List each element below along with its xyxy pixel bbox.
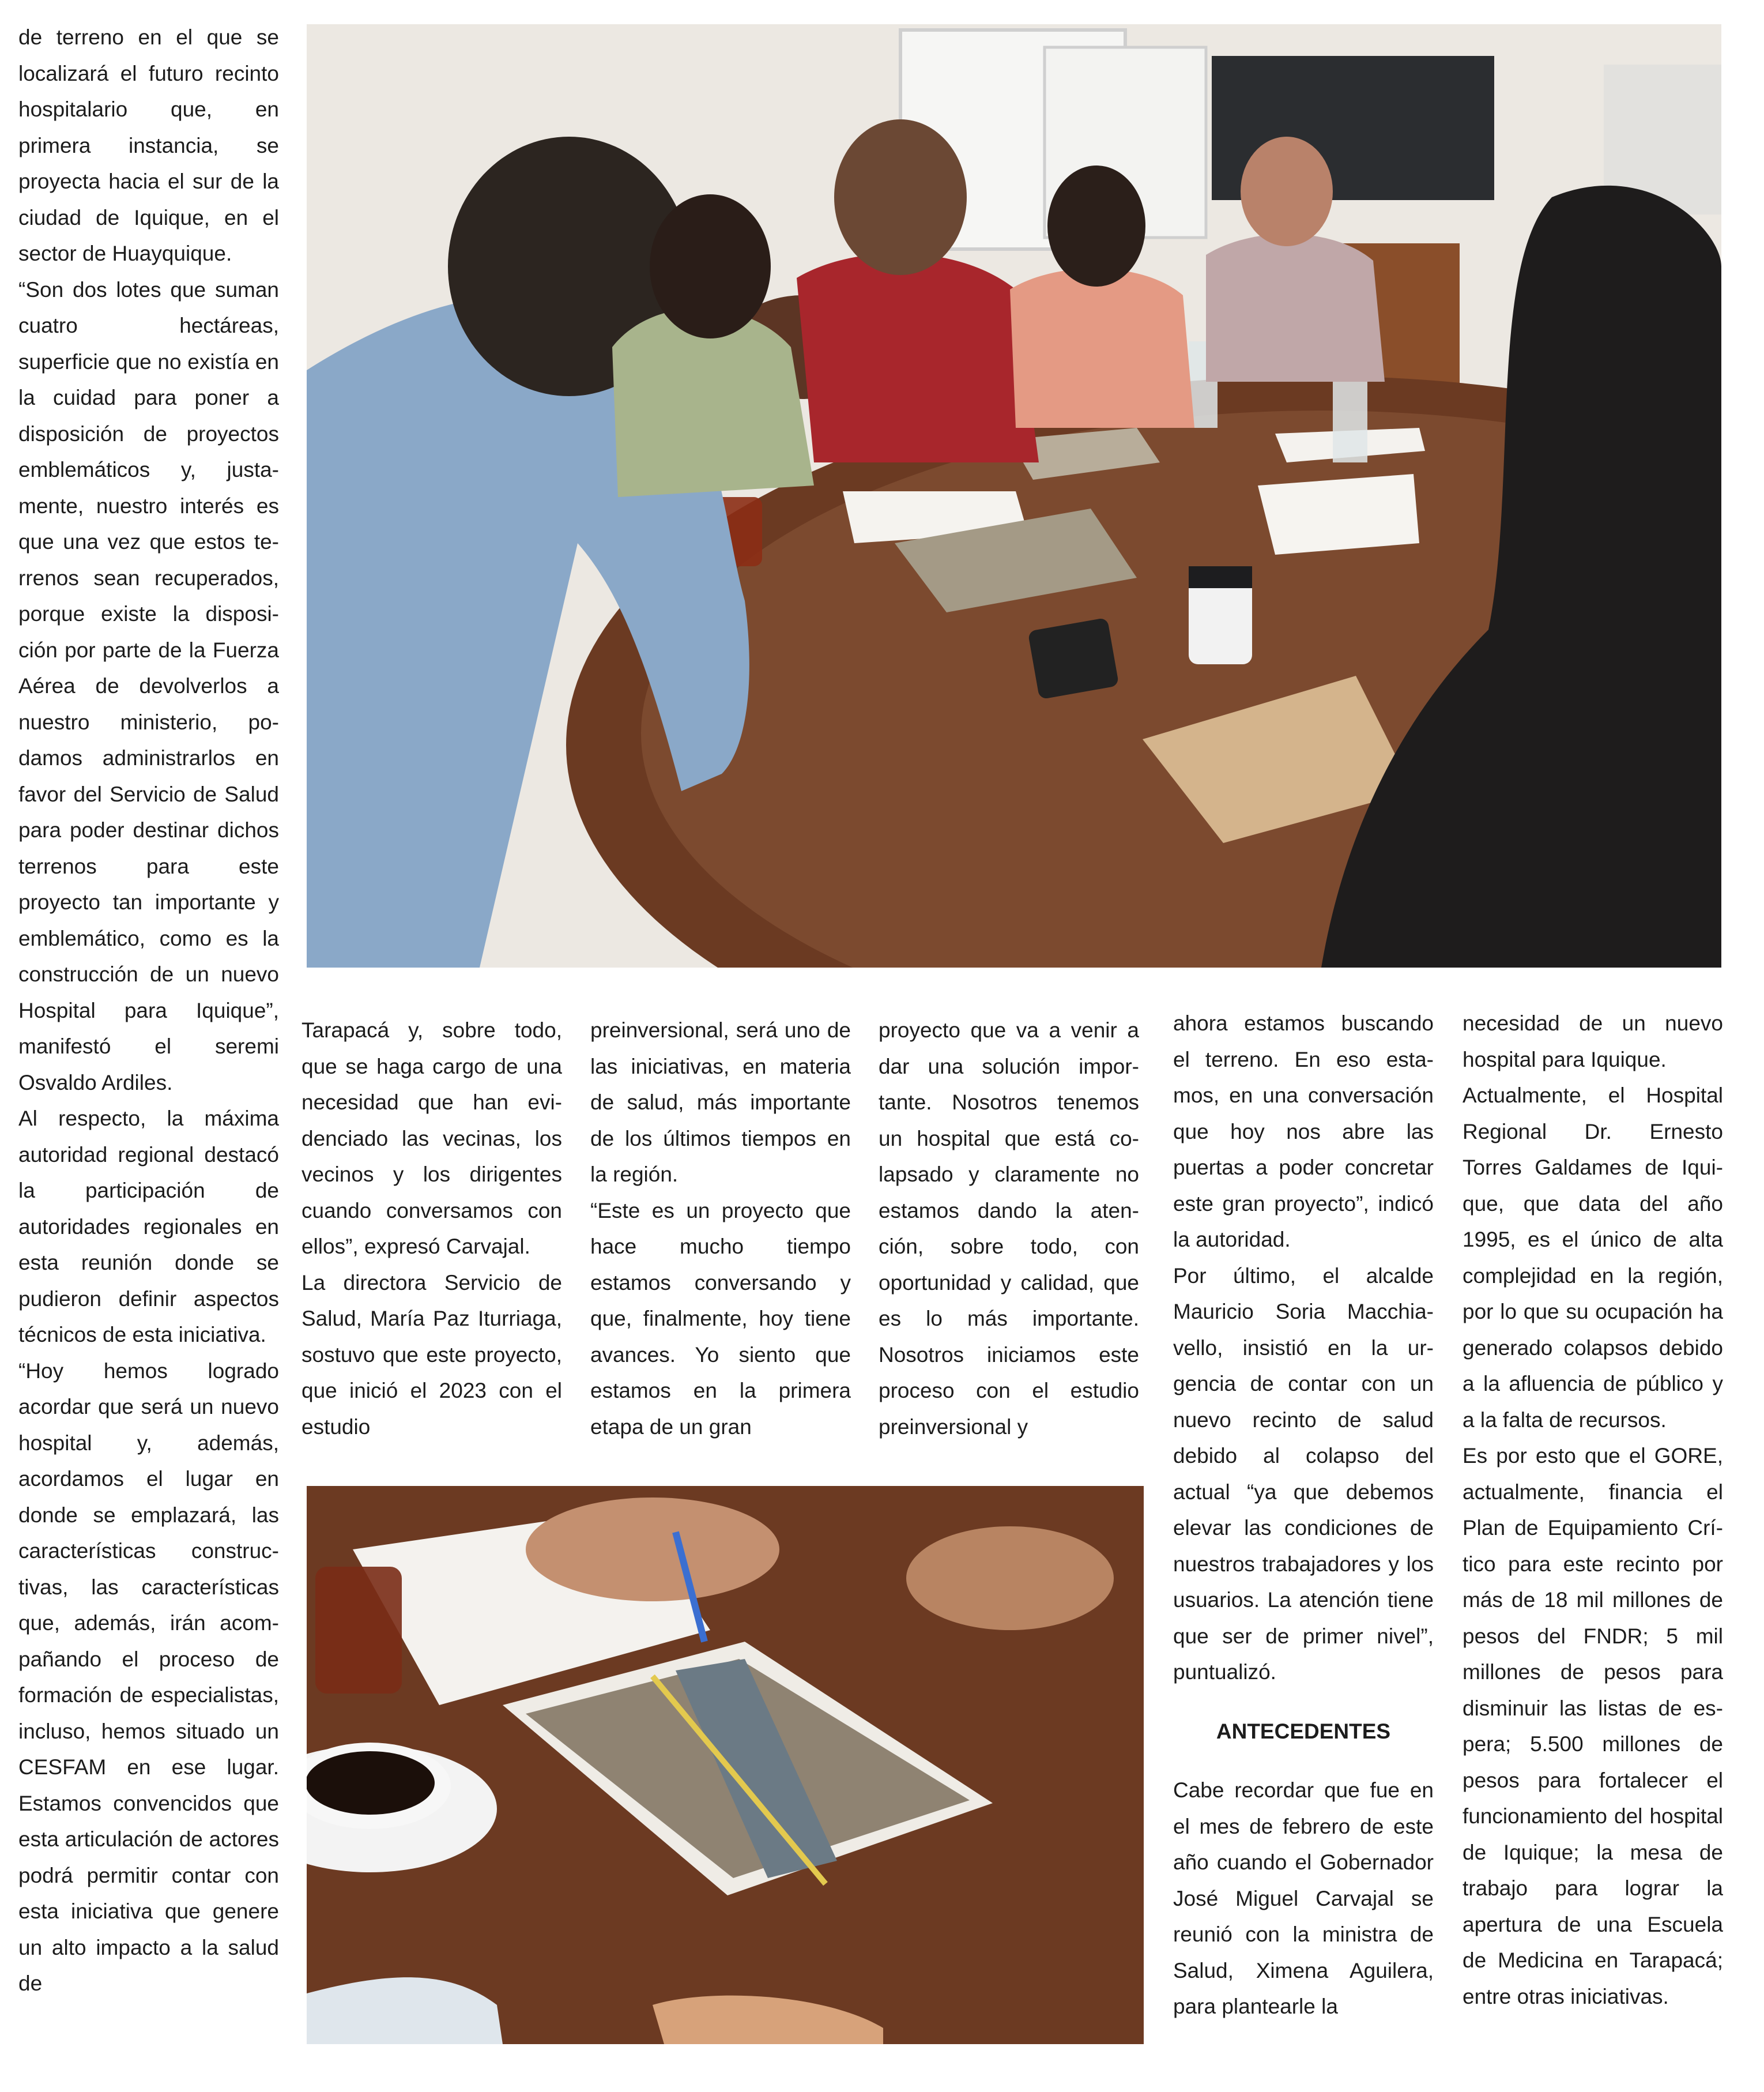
paragraph: preinversional, será uno de las iniciativas, en materia de salud, más importante de los últimos tiempos en la región. [590, 1018, 851, 1186]
paragraph: de terreno en el que se localizará el futuro recinto hospitalario que, en primera instancia, se proyecta hacia el sur de la ciudad de Iquique, en el sector de Huayquique. [18, 25, 279, 265]
person-floral-head [650, 194, 771, 338]
article-column-4 [879, 1013, 1139, 1445]
paragraph: Por último, el alcalde Mauricio Soria Macchiavello, insistió en la urgencia de contar con un nuevo recinto de salud debido al colapso del actual “ya que debemos elevar las condiciones de nuestros trabajadores y los usuarios. La atención tiene que ser de primer nivel”, puntualizó. [1173, 1263, 1434, 1684]
paragraph: Cabe recordar que fue en el mes de febrero de este año cuando el Gobernador José Miguel Carvajal se reunió con la ministra de Salud, Ximena Aguilera, para plantearle la [1173, 1778, 1434, 2018]
phone [1028, 618, 1120, 699]
person-pink-head [1047, 165, 1145, 287]
paragraph: proyecto que va a venir a dar una solución importante. Nosotros tenemos un hospital que está colapsado y claramente no estamos dando la atención, sobre todo, con oportunidad y calidad, que es lo más importante. Nosotros iniciamos este proceso con el estudio preinversional y [879, 1018, 1139, 1439]
article-column-5 [1173, 1006, 1434, 2025]
hand [906, 1526, 1114, 1630]
paragraph: “Este es un proyecto que hace mucho tiempo estamos conversando y que, finalmente, hoy tiene avances. Yo siento que estamos en la primera etapa de un gran [590, 1198, 851, 1439]
article-column-3 [590, 1013, 851, 1445]
person-red-shirt [797, 253, 1039, 462]
article-column-2 [301, 1013, 562, 1445]
paragraph: necesidad de un nuevo hospital para Iquique. [1463, 1011, 1723, 1071]
paragraph: “Hoy hemos logrado acordar que será un nuevo hospital y, además, acordamos el lugar en donde se emplazará, las características constructivas, las características que, además, irán acompañando el proceso de formación de especialistas, incluso, hemos situado un CESFAM en ese lugar. Estamos convencidos que esta articulación de actores podrá permitir contar con esta iniciativa que genere un alto impacto a la salud de [18, 1359, 279, 1995]
meeting-photo [307, 24, 1721, 968]
coffee [307, 1751, 435, 1815]
person-grey [1206, 234, 1385, 382]
meeting-photo-illustration [307, 24, 1721, 968]
paragraph: ahora estamos buscando el terreno. En eso estamos, en una conversación que hoy nos abre las puertas a poder concretar este gran proyecto”, indicó la autoridad. [1173, 1011, 1434, 1251]
person-pink [1010, 269, 1194, 428]
map-on-table-photo [307, 1486, 1144, 2044]
tea-glass [315, 1567, 402, 1694]
notebook [1258, 474, 1419, 555]
water-glass [1333, 382, 1367, 462]
person-red-shirt-head [834, 119, 967, 275]
paragraph: “Son dos lotes que suman cuatro hectáreas, superficie que no existía en la cuidad para poner a disposición de proyectos emblemáticos y, justamente, nuestro interés es que una vez que estos terrenos sean recuperados, porque existe la disposición por parte de la Fuerza Aérea de devolverlos a nuestro ministerio, podamos administrarlos en favor del Servicio de Salud para poder destinar dichos terrenos para este proyecto tan importante y emblemático, como es la construcción de un nuevo Hospital para Iquique”, manifestó el seremi Osvaldo Ardiles. [18, 277, 279, 1094]
paragraph: Es por esto que el GORE, actualmente, financia el Plan de Equipamiento Crítico para este recinto por más de 18 mil millones de pesos del FNDR; 5 mil millones de pesos para disminuir las listas de espera; 5.500 millones de pesos para fortalecer el funcionamiento del hospital de Iquique; la mesa de trabajo para lograr la apertura de una Escuela de Medicina en Tarapacá; entre otras iniciativas. [1463, 1444, 1723, 2008]
section-heading-antecedentes: ANTECEDENTES [1216, 1719, 1391, 1743]
paragraph: Al respecto, la máxima autoridad regional destacó la participación de autoridades regionales en esta reunión donde se pudieron definir aspectos técnicos de esta iniciativa. [18, 1107, 279, 1346]
paragraph: Actualmente, el Hospital Regional Dr. Ernesto Torres Galdames de Iquique, que data del año 1995, es el único de alta complejidad en la región, por lo que su ocupación ha generado colapsos debido a la afluencia de público y a la falta de recursos. [1463, 1083, 1723, 1432]
map-photo-illustration [307, 1486, 1144, 2044]
mug-rim [1189, 566, 1252, 588]
paragraph: Tarapacá y, sobre todo, que se haga cargo de una necesidad que han evidenciado las vecinas, los vecinos y los dirigentes cuando conversamos con ellos”, expresó Carvajal. [301, 1018, 562, 1258]
article-column-6 [1463, 1006, 1723, 2015]
article-column-1 [18, 20, 279, 2002]
hand [526, 1497, 779, 1601]
paragraph: La directora Servicio de Salud, María Paz Iturriaga, sostuvo que este proyecto, que inició el 2023 con el estudio [301, 1270, 562, 1439]
person-grey-head [1241, 137, 1333, 246]
